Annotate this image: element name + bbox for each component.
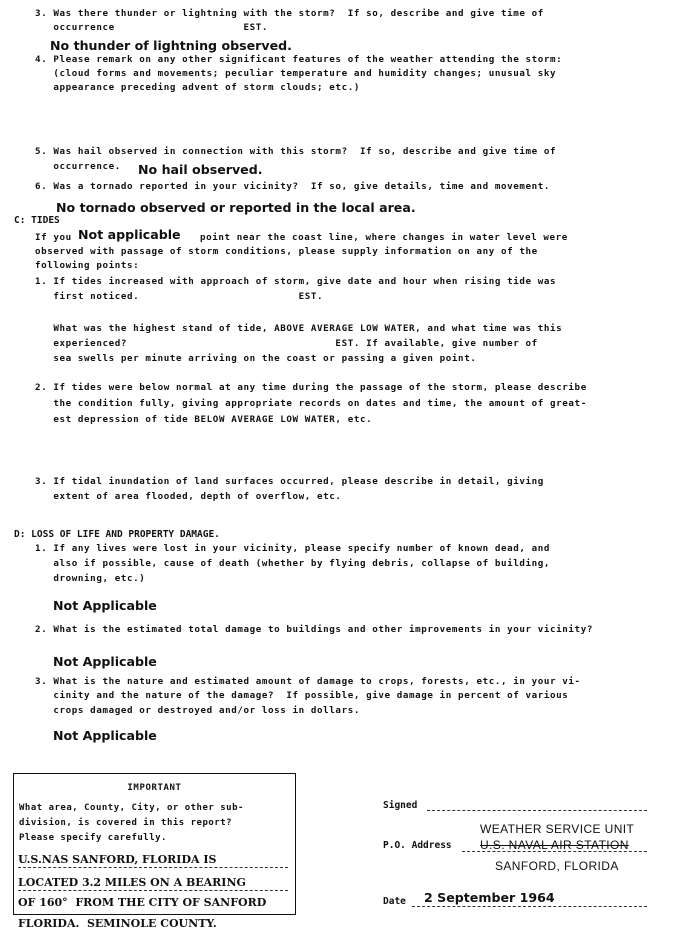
signed-label: Signed	[383, 800, 418, 811]
po-address-line	[462, 851, 647, 852]
tides-question-3: 3. If tidal inundation of land surfaces occurred, please describe in detail, giving	[35, 476, 544, 487]
address-line-3: SANFORD, FLORIDA	[495, 859, 619, 873]
tides-question-2: 2. If tides were below normal at any time during the passage of the storm, please describe	[35, 382, 587, 393]
tides-question-1-cont4: sea swells per minute arriving on the coast or passing a given point.	[35, 353, 477, 364]
date-line	[412, 906, 647, 907]
date-label: Date	[383, 896, 406, 907]
loss-question-3: 3. What is the nature and estimated amount of damage to crops, forests, etc., in your vi-	[35, 676, 581, 687]
tides-intro-pre: If you	[35, 232, 72, 243]
signed-line	[427, 810, 647, 811]
location-underline-2	[18, 890, 288, 891]
loss-question-1: 1. If any lives were lost in your vicinity, please specify number of known dead, and	[35, 543, 551, 554]
important-line-1: What area, County, City, or other sub-	[19, 803, 244, 813]
answer-tornado: No tornado observed or reported in the local area.	[56, 200, 416, 215]
loss-question-2: 2. What is the estimated total damage to buildings and other improvements in your vicinity?	[35, 624, 593, 635]
tides-question-1-cont2: What was the highest stand of tide, ABOVE AVERAGE LOW WATER, and what time was this	[35, 323, 563, 334]
tides-question-2-cont2: est depression of tide BELOW AVERAGE LOW WATER, etc.	[35, 414, 373, 425]
question-hail: 5. Was hail observed in connection with this storm? If so, describe and give time of	[35, 146, 557, 157]
location-line-4: FLORIDA. SEMINOLE COUNTY.	[18, 917, 217, 930]
address-line-1: WEATHER SERVICE UNIT	[480, 822, 635, 836]
location-underline-1	[18, 867, 288, 868]
loss-answer-2: Not Applicable	[53, 654, 157, 669]
tides-not-applicable: Not applicable	[78, 227, 181, 242]
loss-answer-1: Not Applicable	[53, 598, 157, 613]
loss-question-3-cont2: crops damaged or destroyed and/or loss in dollars.	[35, 705, 360, 716]
location-line-2: LOCATED 3.2 MILES ON A BEARING	[18, 876, 246, 889]
loss-question-1-cont2: drowning, etc.)	[35, 573, 146, 584]
question-tornado: 6. Was a tornado reported in your vicinity? If so, give details, time and movement.	[35, 181, 551, 192]
loss-question-1-cont1: also if possible, cause of death (whether by flying debris, collapse of building,	[35, 558, 551, 569]
important-line-3: Please specify carefully.	[19, 833, 167, 843]
answer-hail: No hail observed.	[138, 162, 263, 177]
important-box	[13, 773, 296, 915]
tides-question-1-cont3: experienced? EST. If available, give number of	[35, 338, 538, 349]
question-thunder-cont: occurrence EST.	[35, 22, 268, 33]
tides-question-2-cont1: the condition fully, giving appropriate records on dates and time, the amount of great-	[35, 398, 587, 409]
address-line-2-struck: U.S. NAVAL AIR STATION	[480, 838, 629, 852]
date-value: 2 September 1964	[424, 890, 555, 905]
po-address-label: P.O. Address	[383, 840, 452, 851]
tides-question-3-cont: extent of area flooded, depth of overflow, etc.	[35, 491, 342, 502]
tides-question-1: 1. If tides increased with approach of storm, give date and hour when rising tide was	[35, 276, 557, 287]
important-line-2: division, is covered in this report?	[19, 818, 233, 828]
section-heading-loss: D: LOSS OF LIFE AND PROPERTY DAMAGE.	[14, 529, 220, 540]
section-heading-tides: C: TIDES	[14, 215, 60, 226]
location-line-3: OF 160° FROM THE CITY OF SANFORD	[18, 896, 267, 909]
question-other-features-cont1: (cloud forms and movements; peculiar temperature and humidity changes; unusual sky	[35, 68, 557, 79]
question-other-features-cont2: appearance preceding advent of storm clouds; etc.)	[35, 82, 360, 93]
location-line-1: U.S.NAS SANFORD, FLORIDA IS	[18, 853, 217, 866]
tides-intro-post: point near the coast line, where changes in water level were	[200, 232, 568, 243]
tides-question-1-cont1: first noticed. EST.	[35, 291, 324, 302]
tides-intro-line3: following points:	[35, 260, 140, 271]
answer-thunder: No thunder of lightning observed.	[50, 38, 292, 53]
tides-intro-line2: observed with passage of storm conditions, please supply information on any of the	[35, 246, 538, 257]
question-thunder: 3. Was there thunder or lightning with the storm? If so, describe and give time of	[35, 8, 544, 19]
important-title: IMPORTANT	[127, 783, 182, 793]
loss-question-3-cont1: cinity and the nature of the damage? If possible, give damage in percent of various	[35, 690, 569, 701]
question-hail-cont: occurrence.	[35, 161, 121, 172]
question-other-features: 4. Please remark on any other significant features of the weather attending the storm:	[35, 54, 563, 65]
loss-answer-3: Not Applicable	[53, 728, 157, 743]
